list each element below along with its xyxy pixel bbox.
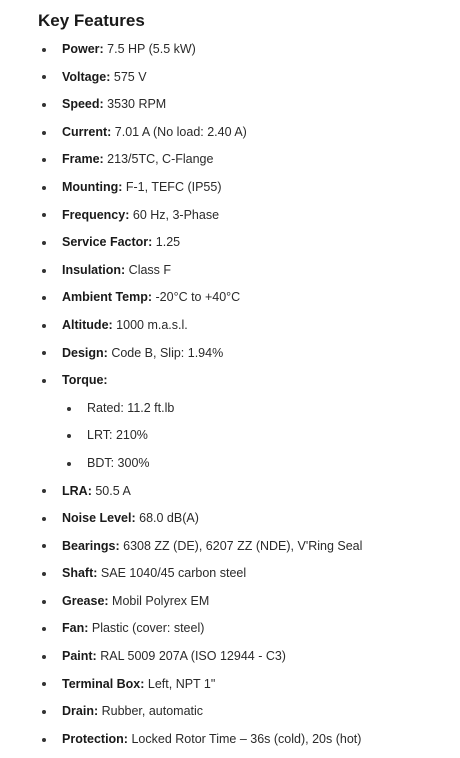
feature-text (62, 560, 246, 588)
list-item (0, 202, 460, 230)
feature-value: 6308 ZZ (DE), 6207 ZZ (NDE), V'Ring Seal (119, 538, 363, 553)
bullet-icon (42, 324, 46, 328)
bullet-icon (42, 655, 46, 659)
feature-text (62, 36, 196, 64)
bullet-icon (42, 351, 46, 355)
feature-value: Code B, Slip: 1.94% (107, 345, 224, 360)
list-item (0, 615, 460, 643)
feature-label: Frame: (62, 152, 104, 167)
list-item (0, 367, 460, 395)
list-item (0, 119, 460, 147)
feature-label: Bearings: (62, 538, 120, 553)
feature-label: Voltage: (62, 69, 111, 84)
feature-label: Current: (62, 124, 112, 139)
feature-text (87, 422, 148, 450)
bullet-icon (42, 48, 46, 52)
bullet-icon (42, 379, 46, 383)
feature-label: LRA: (62, 483, 92, 498)
feature-value: 575 V (110, 69, 147, 84)
feature-label: Ambient Temp: (62, 290, 153, 305)
feature-text (62, 588, 209, 616)
feature-value: SAE 1040/45 carbon steel (97, 566, 247, 581)
bullet-icon (42, 296, 46, 300)
sub-list-item (0, 450, 460, 478)
list-item (0, 505, 460, 533)
bullet-icon (42, 213, 46, 217)
list-item (0, 588, 460, 616)
sub-list-item (0, 422, 460, 450)
list-item (0, 36, 460, 64)
feature-text (62, 671, 215, 699)
feature-value: 60 Hz, 3-Phase (129, 207, 220, 222)
feature-text (62, 146, 213, 174)
feature-value: LRT: 210% (87, 428, 148, 443)
feature-label: Fan: (62, 621, 89, 636)
feature-label: Torque: (62, 373, 108, 388)
feature-value: Left, NPT 1" (144, 676, 216, 691)
feature-value: BDT: 300% (87, 455, 150, 470)
list-item (0, 726, 460, 754)
bullet-icon (42, 544, 46, 548)
feature-text (62, 615, 204, 643)
feature-value: 7.5 HP (5.5 kW) (103, 42, 196, 56)
feature-value: 1.25 (152, 235, 181, 250)
feature-label: Mounting: (62, 179, 123, 194)
feature-value: Rated: 11.2 ft.lb (87, 400, 175, 415)
list-item (0, 64, 460, 92)
feature-label: Protection: (62, 731, 128, 746)
feature-label: Drain: (62, 704, 99, 719)
feature-text (62, 533, 362, 561)
list-item (0, 257, 460, 285)
bullet-icon (42, 710, 46, 714)
feature-text (87, 450, 150, 478)
feature-text (62, 505, 199, 533)
feature-text (62, 64, 147, 92)
bullet-icon (67, 462, 71, 466)
feature-value: Rubber, automatic (98, 704, 204, 719)
feature-text (62, 284, 240, 312)
feature-value: F-1, TEFC (IP55) (122, 179, 222, 194)
list-item (0, 560, 460, 588)
bullet-icon (67, 407, 71, 411)
feature-value: 68.0 dB(A) (135, 511, 199, 526)
list-item (0, 698, 460, 726)
feature-value: 7.01 A (No load: 2.40 A) (111, 124, 247, 139)
list-item (0, 312, 460, 340)
bullet-icon (42, 269, 46, 273)
feature-text (62, 91, 166, 119)
list-item (0, 284, 460, 312)
list-item (0, 671, 460, 699)
feature-label: Frequency: (62, 207, 130, 222)
feature-text (62, 340, 223, 368)
feature-label: Speed: (62, 97, 104, 112)
feature-label: Service Factor: (62, 235, 153, 250)
feature-value: -20°C to +40°C (152, 290, 241, 305)
feature-label: Power: (62, 42, 104, 56)
feature-label: Design: (62, 345, 108, 360)
feature-text (62, 257, 171, 285)
feature-value: 1000 m.a.s.l. (112, 317, 188, 332)
feature-value: 50.5 A (91, 483, 131, 498)
feature-text (87, 395, 174, 423)
feature-label: Shaft: (62, 566, 98, 581)
feature-label: Altitude: (62, 317, 113, 332)
bullet-icon (67, 434, 71, 438)
feature-text (62, 698, 203, 726)
feature-value: Class F (125, 262, 172, 277)
feature-value: Plastic (cover: steel) (88, 621, 205, 636)
feature-value: Locked Rotor Time – 36s (cold), 20s (hot) (127, 731, 362, 746)
feature-list (0, 36, 460, 753)
bullet-icon (42, 600, 46, 604)
list-item (0, 478, 460, 506)
feature-value: 3530 RPM (103, 97, 167, 112)
bullet-icon (42, 241, 46, 245)
bullet-icon (42, 682, 46, 686)
bullet-icon (42, 489, 46, 493)
feature-text (62, 478, 131, 506)
bullet-icon (42, 186, 46, 190)
feature-label: Paint: (62, 649, 97, 664)
feature-text (62, 119, 247, 147)
feature-value: Mobil Polyrex EM (108, 593, 210, 608)
feature-value: RAL 5009 207A (ISO 12944 - C3) (96, 649, 286, 664)
feature-label: Insulation: (62, 262, 126, 277)
sub-list-item (0, 395, 460, 423)
feature-label: Grease: (62, 593, 109, 608)
feature-text (62, 229, 180, 257)
feature-text (62, 367, 108, 395)
bullet-icon (42, 627, 46, 631)
feature-text (62, 312, 188, 340)
list-item (0, 146, 460, 174)
list-item (0, 174, 460, 202)
list-item (0, 229, 460, 257)
feature-label: Noise Level: (62, 511, 136, 526)
bullet-icon (42, 158, 46, 162)
feature-label: Terminal Box: (62, 676, 145, 691)
bullet-icon (42, 517, 46, 521)
list-item (0, 340, 460, 368)
list-item (0, 533, 460, 561)
list-item (0, 91, 460, 119)
feature-text (62, 726, 361, 754)
bullet-icon (42, 103, 46, 107)
list-item (0, 643, 460, 671)
feature-text (62, 202, 219, 230)
section-heading: Key Features (38, 11, 145, 30)
bullet-icon (42, 131, 46, 135)
bullet-icon (42, 572, 46, 576)
bullet-icon (42, 75, 46, 79)
feature-text (62, 643, 286, 671)
feature-text (62, 174, 221, 202)
bullet-icon (42, 738, 46, 742)
feature-value: 213/5TC, C-Flange (103, 152, 214, 167)
